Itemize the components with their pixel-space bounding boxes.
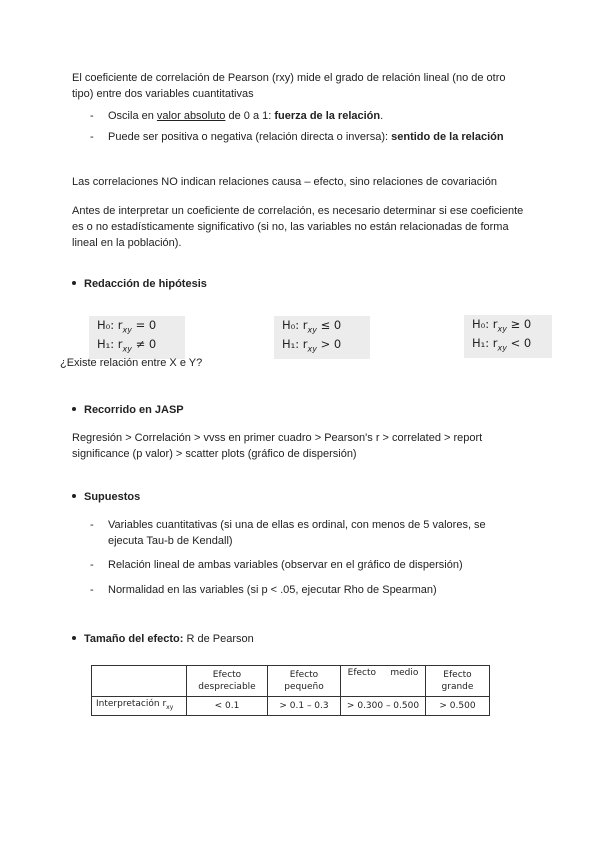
table-header-cell: Efecto despreciable — [187, 666, 268, 697]
assumption-item: - Variables cuantitativas (si una de ellas es ordinal, con menos de 5 valores, se ejecuta Tau-b de Kendall) — [90, 519, 486, 547]
effect-size-heading: Tamaño del efecto: R de Pearson — [72, 631, 254, 647]
intro-line-2: tipo) entre dos variables cuantitativas — [72, 88, 254, 100]
underlined-term: valor absoluto — [156, 110, 226, 122]
assumption-item: - Relación lineal de ambas variables (observar en el gráfico de dispersión) — [90, 559, 463, 571]
assumptions-heading: Supuestos — [72, 489, 140, 505]
effect-size-table — [91, 665, 490, 716]
hypothesis-box-right-tailed: H₀: $r_{xy} \le 0$ H₁: $r_{xy} > 0$ — [274, 316, 370, 359]
hypotheses-heading: Redacción de hipótesis — [72, 276, 207, 292]
intro-item-sign: - Puede ser positiva o negativa (relación directa o inversa): sentido de la relación — [90, 131, 504, 143]
table-cell: > 0.500 — [426, 697, 490, 716]
table-cell: > 0.300 – 0.500 — [341, 697, 426, 716]
intro-line-1: El coeficiente de correlación de Pearson (rxy) mide el grado de relación lineal (no de otro — [72, 72, 506, 84]
table-header-cell: Efecto grande — [426, 666, 490, 697]
hypothesis-box-two-tailed: H₀: $r_{xy} = 0$ H₁: $r_{xy} \ne 0$ — [89, 316, 185, 359]
table-header-cell: Efecto medio — [341, 666, 426, 697]
jasp-heading: Recorrido en JASP — [72, 402, 184, 418]
jasp-path: Regresión > Correlación > vvss en primer cuadro > Pearson's r > correlated > report significance (p valor) > scatter plots (gráfico de dispersión) — [72, 432, 483, 460]
bold-term: sentido de la relación — [391, 131, 504, 143]
table-row-label: Interpretación $r_{xy}$ — [92, 697, 187, 716]
covariation-note: Las correlaciones NO indican relaciones causa – efecto, sino relaciones de covariación — [72, 176, 497, 188]
table-header-cell — [92, 666, 187, 697]
table-header-cell: Efecto pequeño — [268, 666, 341, 697]
assumption-item: - Normalidad en las variables (si p < .05, ejecutar Rho de Spearman) — [90, 584, 437, 596]
table-header-row — [92, 666, 490, 697]
bold-term: fuerza de la relación — [274, 110, 381, 122]
table-cell: > 0.1 – 0.3 — [268, 697, 341, 716]
hypothesis-box-left-tailed: H₀: $r_{xy} \ge 0$ H₁: $r_{xy} < 0$ — [464, 315, 552, 358]
table-row — [92, 697, 490, 716]
bullet-icon — [72, 636, 76, 640]
bullet-icon — [72, 281, 76, 285]
significance-note: Antes de interpretar un coeficiente de correlación, es necesario determinar si ese coeficiente es o no estadísticamente significativo (si no, las variables no están relacionadas de forma lineal en la población). — [72, 205, 524, 249]
intro-paragraph — [72, 70, 532, 102]
bullet-icon — [72, 494, 76, 498]
hypothesis-question: ¿Existe relación entre X e Y? — [60, 357, 203, 369]
bullet-icon — [72, 407, 76, 411]
intro-item-range: - Oscila en valor absoluto de 0 a 1: fuerza de la relación. — [90, 110, 384, 122]
table-cell: < 0.1 — [187, 697, 268, 716]
